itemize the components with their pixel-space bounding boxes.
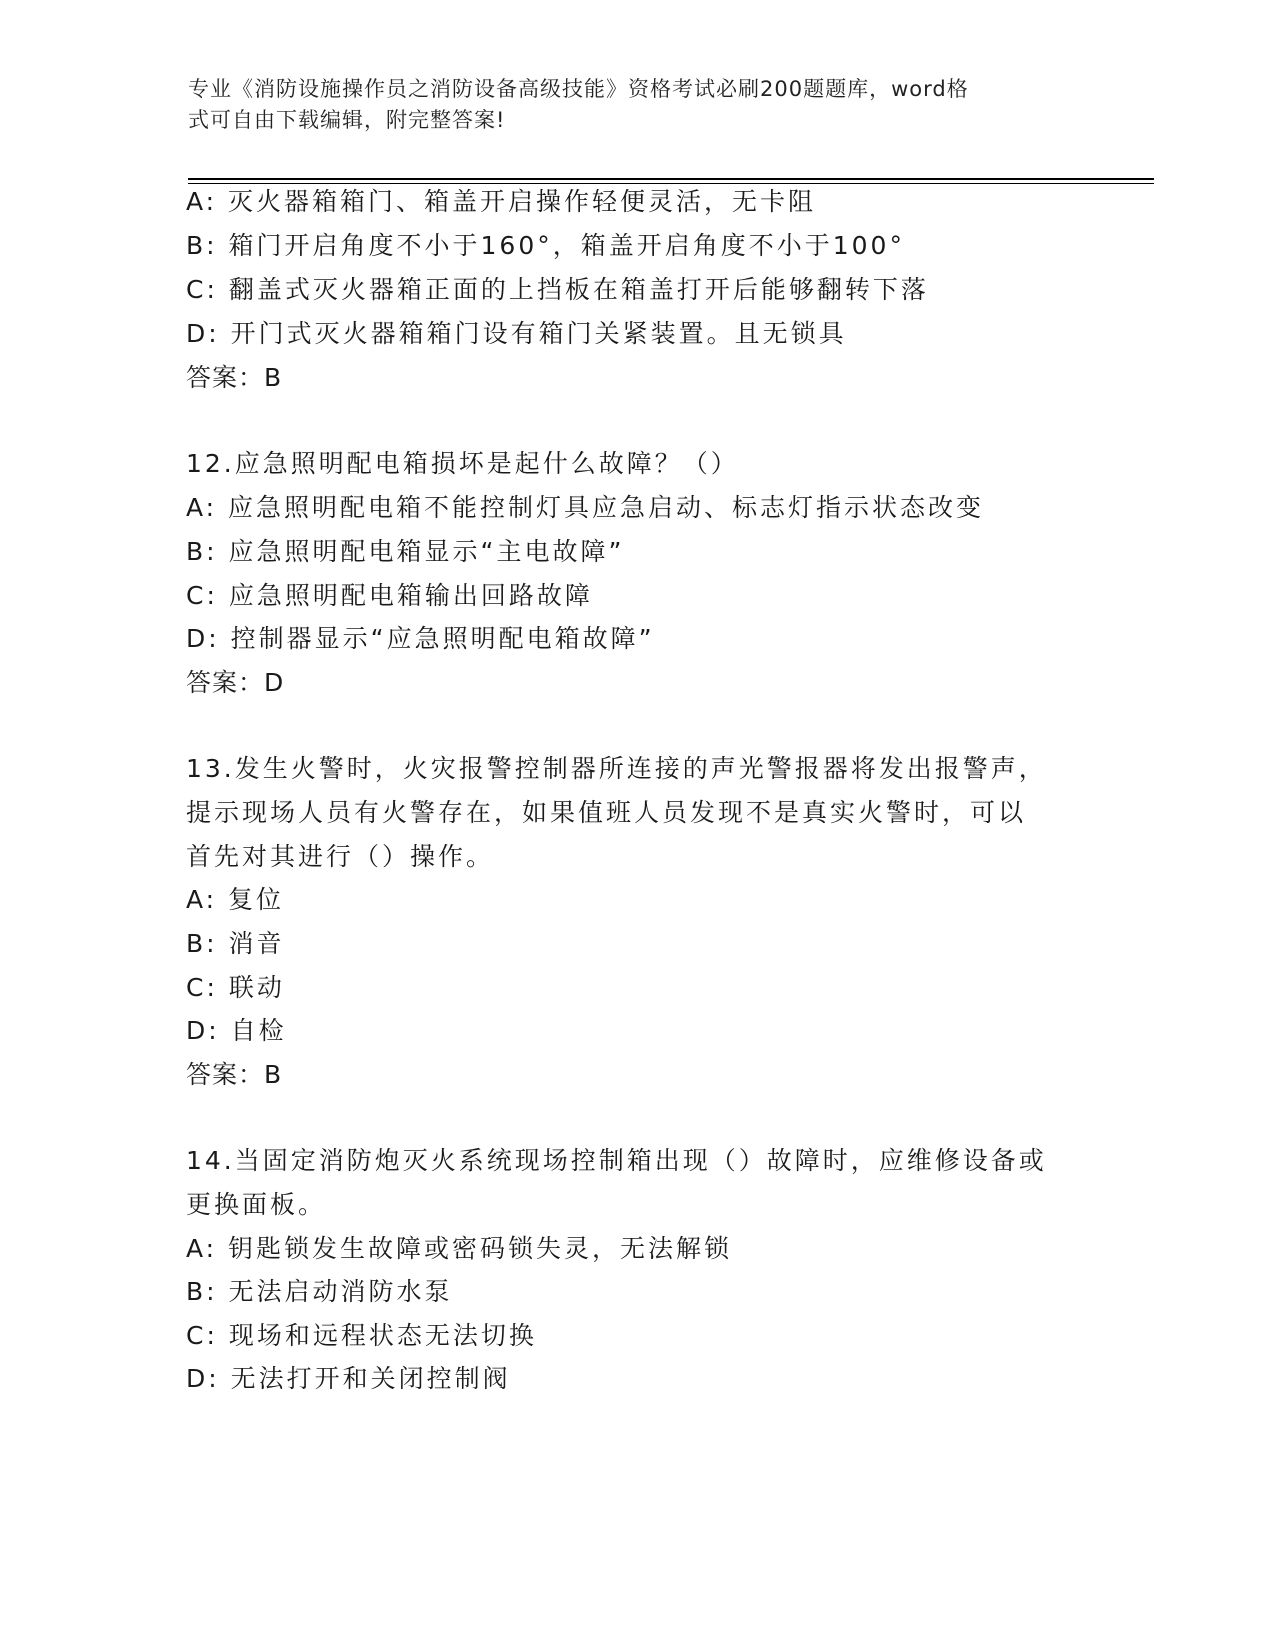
q13-option-d: D: 自检 [186,1016,287,1045]
header-line-2: 式可自由下载编辑，附完整答案! [188,108,506,132]
header-divider-thick [188,178,1154,180]
q13-option-b: B: 消音 [186,929,285,958]
q14-option-b: B: 无法启动消防水泵 [186,1277,453,1306]
q11-option-b: B: 箱门开启角度不小于160°，箱盖开启角度不小于100° [186,231,905,260]
q11-option-a: A: 灭火器箱箱门、箱盖开启操作轻便灵活，无卡阻 [186,187,817,216]
document-header [188,74,1068,136]
q14-option-a: A: 钥匙锁发生故障或密码锁失灵，无法解锁 [186,1234,733,1263]
q14-option-c: C: 现场和远程状态无法切换 [186,1321,537,1350]
q11-option-d: D: 开门式灭火器箱箱门设有箱门关紧装置。且无锁具 [186,319,847,348]
q11-answer: 答案：B [186,363,283,392]
header-divider-thin [188,183,1154,184]
q13-option-c: C: 联动 [186,973,285,1002]
q12-option-b: B: 应急照明配电箱显示“主电故障” [186,537,625,566]
q14-stem-line-2: 更换面板。 [186,1190,327,1219]
q12-option-c: C: 应急照明配电箱输出回路故障 [186,581,593,610]
q13-option-a: A: 复位 [186,885,285,914]
q12-answer: 答案：D [186,668,285,697]
q13-stem-line-3: 首先对其进行（）操作。 [186,842,495,871]
q12-stem: 12.应急照明配电箱损坏是起什么故障？（） [186,449,739,478]
q14-option-d: D: 无法打开和关闭控制阀 [186,1364,511,1393]
header-line-1: 专业《消防设施操作员之消防设备高级技能》资格考试必刷200题题库，word格 [188,77,969,101]
q12-option-a: A: 应急照明配电箱不能控制灯具应急启动、标志灯指示状态改变 [186,493,985,522]
q13-answer: 答案：B [186,1060,283,1089]
q14-stem-line-1: 14.当固定消防炮灭火系统现场控制箱出现（）故障时，应维修设备或 [186,1146,1047,1175]
q11-option-c: C: 翻盖式灭火器箱正面的上挡板在箱盖打开后能够翻转下落 [186,275,929,304]
q12-option-d: D: 控制器显示“应急照明配电箱故障” [186,624,655,653]
q13-stem-line-1: 13.发生火警时，火灾报警控制器所连接的声光警报器将发出报警声， [186,754,1047,783]
q13-stem-line-2: 提示现场人员有火警存在，如果值班人员发现不是真实火警时，可以 [186,798,1027,827]
